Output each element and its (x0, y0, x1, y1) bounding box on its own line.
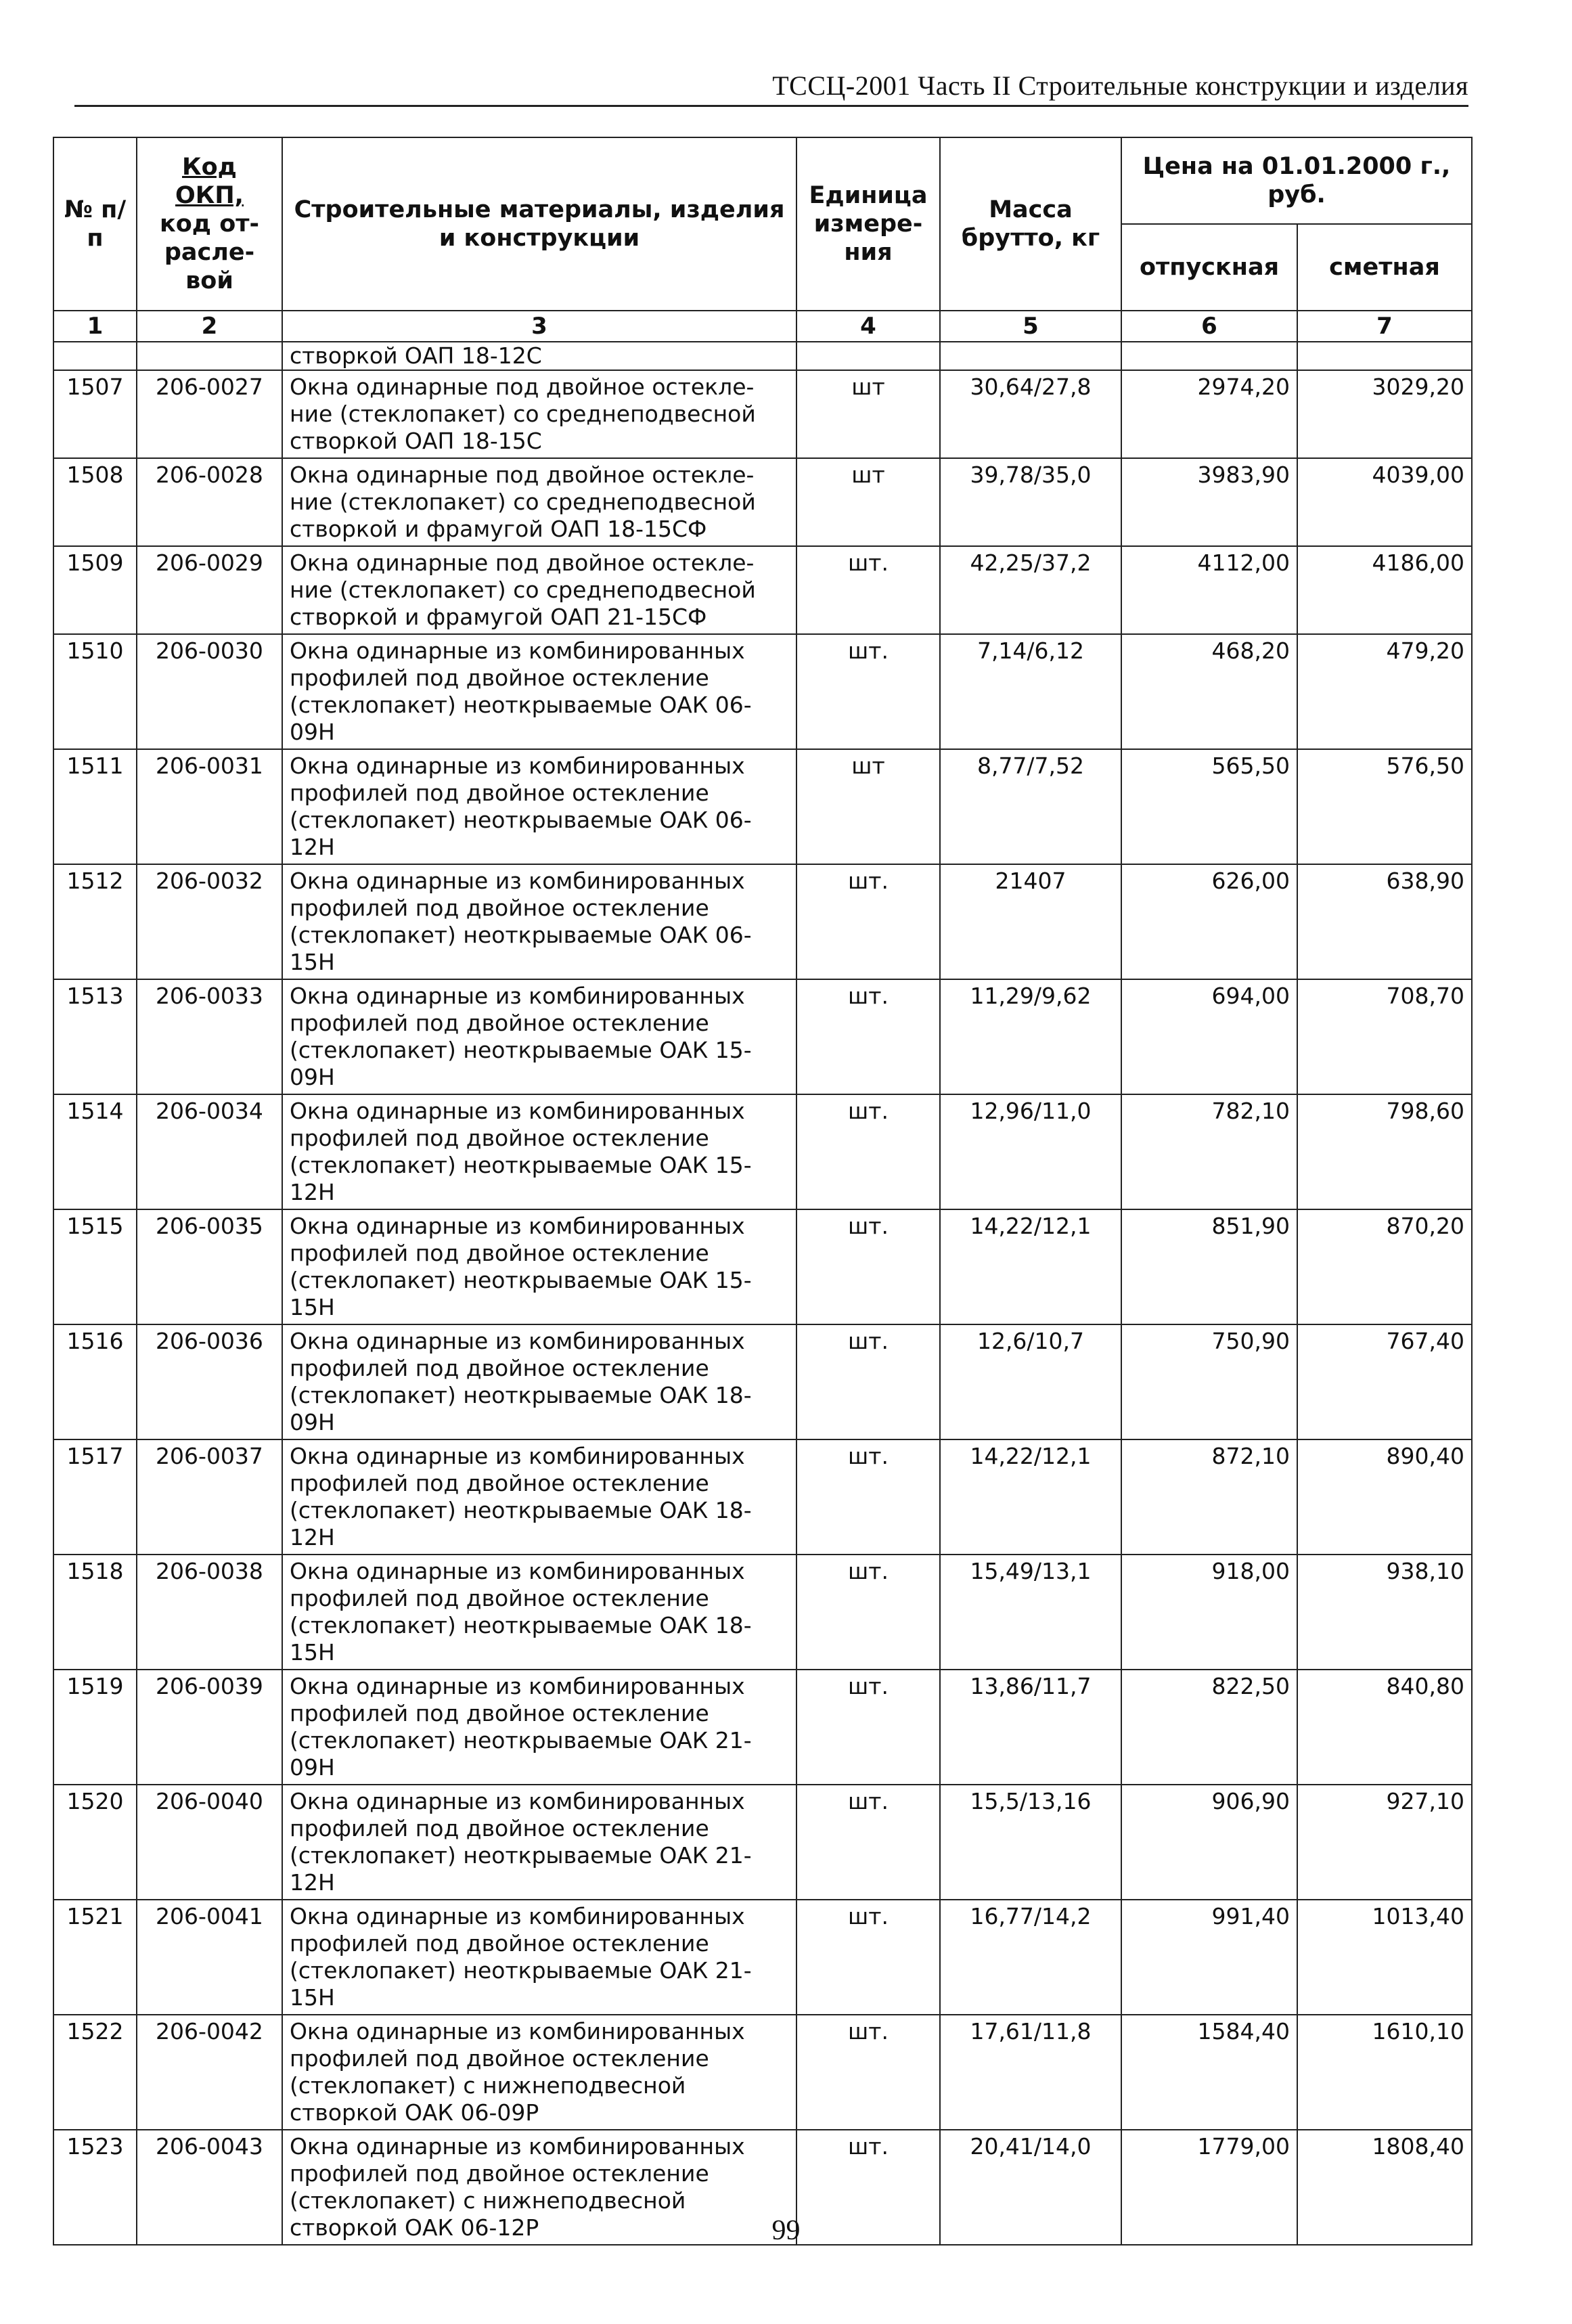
column-number: 1 (53, 311, 137, 342)
cell-num: 1516 (53, 1324, 137, 1439)
cell-price-release: 906,90 (1121, 1785, 1297, 1900)
cell-desc: Окна одинарные из комбинированных профилей под двойное остекление (стеклопакет) неоткрываемые ОАК 21-09Н (282, 1670, 796, 1785)
cell-mass: 14,22/12,1 (940, 1439, 1121, 1555)
cell-desc: Окна одинарные под двойное остекле-ние (стеклопакет) со среднеподвесной створкой и фрамугой ОАП 18-15СФ (282, 458, 796, 546)
table-row (53, 370, 1472, 458)
cell-code: 206-0034 (137, 1094, 282, 1209)
cell-code: 206-0033 (137, 979, 282, 1094)
cell-mass: 39,78/35,0 (940, 458, 1121, 546)
cell-code: 206-0040 (137, 1785, 282, 1900)
cell-price-estimate: 1808,40 (1297, 2130, 1472, 2245)
cell-unit: шт. (796, 2130, 940, 2245)
table-row (53, 1900, 1472, 2015)
cell-unit: шт. (796, 1439, 940, 1555)
cell-code: 206-0027 (137, 370, 282, 458)
cell-code: 206-0042 (137, 2015, 282, 2130)
cell-price-estimate: 638,90 (1297, 864, 1472, 979)
table-row (53, 2015, 1472, 2130)
cell-desc: Окна одинарные под двойное остекле-ние (стеклопакет) со среднеподвесной створкой ОАП 18-15С (282, 370, 796, 458)
cell-mass: 13,86/11,7 (940, 1670, 1121, 1785)
header-price-estimate: сметная (1297, 224, 1472, 311)
column-number: 5 (940, 311, 1121, 342)
cell-price-release: 750,90 (1121, 1324, 1297, 1439)
cell-code: 206-0037 (137, 1439, 282, 1555)
header-price-release: отпускная (1121, 224, 1297, 311)
table-row (53, 749, 1472, 864)
cell-price-release: 782,10 (1121, 1094, 1297, 1209)
cell-unit: шт. (796, 2015, 940, 2130)
column-number: 6 (1121, 311, 1297, 342)
cell-price-release: 565,50 (1121, 749, 1297, 864)
cell-num: 1514 (53, 1094, 137, 1209)
cell-code: 206-0032 (137, 864, 282, 979)
price-table (53, 137, 1473, 2245)
column-number: 3 (282, 311, 796, 342)
cell-price-estimate: 938,10 (1297, 1555, 1472, 1670)
cell-price-release: 851,90 (1121, 1209, 1297, 1324)
cell-price-release: 3983,90 (1121, 458, 1297, 546)
cell-desc: Окна одинарные из комбинированных профилей под двойное остекление (стеклопакет) с нижнеподвесной створкой ОАК 06-12Р (282, 2130, 796, 2245)
cell-code: 206-0043 (137, 2130, 282, 2245)
cell-code (137, 342, 282, 370)
header-code-top: Код ОКП, (175, 154, 244, 209)
cell-price-release: 1779,00 (1121, 2130, 1297, 2245)
table-row (53, 546, 1472, 634)
cell-num: 1512 (53, 864, 137, 979)
cell-price-estimate: 1013,40 (1297, 1900, 1472, 2015)
cell-mass (940, 342, 1121, 370)
cell-unit: шт. (796, 864, 940, 979)
cell-desc: створкой ОАП 18-12С (282, 342, 796, 370)
column-numbers-row (53, 311, 1472, 342)
header-num: № п/п (53, 137, 137, 311)
cell-price-estimate: 708,70 (1297, 979, 1472, 1094)
table-row (53, 1785, 1472, 1900)
cell-num: 1513 (53, 979, 137, 1094)
cell-num (53, 342, 137, 370)
cell-price-estimate: 840,80 (1297, 1670, 1472, 1785)
cell-price-release: 2974,20 (1121, 370, 1297, 458)
cell-desc: Окна одинарные из комбинированных профилей под двойное остекление (стеклопакет) неоткрываемые ОАК 18-09Н (282, 1324, 796, 1439)
cell-price-release: 991,40 (1121, 1900, 1297, 2015)
cell-mass: 8,77/7,52 (940, 749, 1121, 864)
header-price: Цена на 01.01.2000 г., руб. (1121, 137, 1472, 224)
cell-mass: 12,96/11,0 (940, 1094, 1121, 1209)
cell-price-estimate: 479,20 (1297, 634, 1472, 749)
table-row (53, 1209, 1472, 1324)
header-row-1 (53, 137, 1472, 224)
cell-price-estimate (1297, 342, 1472, 370)
cell-price-release: 872,10 (1121, 1439, 1297, 1555)
cell-mass: 30,64/27,8 (940, 370, 1121, 458)
cell-unit: шт. (796, 1900, 940, 2015)
table-row (53, 1670, 1472, 1785)
cell-num: 1515 (53, 1209, 137, 1324)
table-row (53, 634, 1472, 749)
cell-unit: шт. (796, 634, 940, 749)
cell-num: 1509 (53, 546, 137, 634)
cell-code: 206-0029 (137, 546, 282, 634)
column-number: 2 (137, 311, 282, 342)
cell-price-release: 626,00 (1121, 864, 1297, 979)
cell-unit: шт. (796, 1555, 940, 1670)
cell-price-release: 468,20 (1121, 634, 1297, 749)
cell-desc: Окна одинарные из комбинированных профилей под двойное остекление (стеклопакет) неоткрываемые ОАК 06-12Н (282, 749, 796, 864)
header-name: Строительные материалы, изделия и конструкции (282, 137, 796, 311)
cell-num: 1521 (53, 1900, 137, 2015)
cell-desc: Окна одинарные под двойное остекле-ние (стеклопакет) со среднеподвесной створкой и фрамугой ОАП 21-15СФ (282, 546, 796, 634)
cell-price-estimate: 3029,20 (1297, 370, 1472, 458)
cell-price-estimate: 870,20 (1297, 1209, 1472, 1324)
cell-unit: шт (796, 458, 940, 546)
cell-price-release: 822,50 (1121, 1670, 1297, 1785)
cell-code: 206-0039 (137, 1670, 282, 1785)
cell-unit: шт. (796, 979, 940, 1094)
cell-price-estimate: 1610,10 (1297, 2015, 1472, 2130)
column-number: 7 (1297, 311, 1472, 342)
table-row (53, 864, 1472, 979)
cell-num: 1523 (53, 2130, 137, 2245)
cell-mass: 42,25/37,2 (940, 546, 1121, 634)
cell-price-estimate: 767,40 (1297, 1324, 1472, 1439)
header-unit: Единица измере-ния (796, 137, 940, 311)
cell-code: 206-0031 (137, 749, 282, 864)
table-row (53, 458, 1472, 546)
cell-mass: 11,29/9,62 (940, 979, 1121, 1094)
table-row (53, 1555, 1472, 1670)
cell-num: 1522 (53, 2015, 137, 2130)
cell-mass: 21407 (940, 864, 1121, 979)
cell-mass: 15,49/13,1 (940, 1555, 1121, 1670)
cell-price-release: 694,00 (1121, 979, 1297, 1094)
cell-desc: Окна одинарные из комбинированных профилей под двойное остекление (стеклопакет) неоткрываемые ОАК 15-15Н (282, 1209, 796, 1324)
cell-code: 206-0038 (137, 1555, 282, 1670)
table-row (53, 1324, 1472, 1439)
table-row (53, 979, 1472, 1094)
cell-mass: 16,77/14,2 (940, 1900, 1121, 2015)
cell-unit: шт. (796, 546, 940, 634)
cell-mass: 12,6/10,7 (940, 1324, 1121, 1439)
cell-unit: шт. (796, 1785, 940, 1900)
cell-price-estimate: 798,60 (1297, 1094, 1472, 1209)
continuation-row (53, 342, 1472, 370)
cell-mass: 7,14/6,12 (940, 634, 1121, 749)
cell-code: 206-0030 (137, 634, 282, 749)
cell-price-estimate: 4039,00 (1297, 458, 1472, 546)
page-number: 99 (771, 2215, 801, 2246)
running-header: ТССЦ-2001 Часть II Строительные конструкции и изделия (772, 70, 1468, 101)
cell-desc: Окна одинарные из комбинированных профилей под двойное остекление (стеклопакет) неоткрываемые ОАК 21-15Н (282, 1900, 796, 2015)
header-code (137, 137, 282, 311)
table-body (53, 342, 1472, 2245)
cell-code: 206-0041 (137, 1900, 282, 2015)
table-row (53, 1439, 1472, 1555)
column-number: 4 (796, 311, 940, 342)
cell-desc: Окна одинарные из комбинированных профилей под двойное остекление (стеклопакет) неоткрываемые ОАК 15-09Н (282, 979, 796, 1094)
cell-unit: шт. (796, 1324, 940, 1439)
cell-unit: шт. (796, 1670, 940, 1785)
cell-desc: Окна одинарные из комбинированных профилей под двойное остекление (стеклопакет) неоткрываемые ОАК 21-12Н (282, 1785, 796, 1900)
cell-desc: Окна одинарные из комбинированных профилей под двойное остекление (стеклопакет) неоткрываемые ОАК 18-12Н (282, 1439, 796, 1555)
cell-unit (796, 342, 940, 370)
cell-num: 1507 (53, 370, 137, 458)
header-rule (74, 105, 1468, 107)
header-mass: Масса брутто, кг (940, 137, 1121, 311)
cell-desc: Окна одинарные из комбинированных профилей под двойное остекление (стеклопакет) неоткрываемые ОАК 18-15Н (282, 1555, 796, 1670)
cell-num: 1508 (53, 458, 137, 546)
cell-num: 1519 (53, 1670, 137, 1785)
cell-num: 1518 (53, 1555, 137, 1670)
table-row (53, 1094, 1472, 1209)
cell-price-release: 918,00 (1121, 1555, 1297, 1670)
cell-mass: 17,61/11,8 (940, 2015, 1121, 2130)
cell-code: 206-0035 (137, 1209, 282, 1324)
cell-desc: Окна одинарные из комбинированных профилей под двойное остекление (стеклопакет) неоткрываемые ОАК 06-15Н (282, 864, 796, 979)
cell-price-estimate: 576,50 (1297, 749, 1472, 864)
cell-num: 1511 (53, 749, 137, 864)
cell-mass: 14,22/12,1 (940, 1209, 1121, 1324)
cell-desc: Окна одинарные из комбинированных профилей под двойное остекление (стеклопакет) с нижнеподвесной створкой ОАК 06-09Р (282, 2015, 796, 2130)
cell-code: 206-0036 (137, 1324, 282, 1439)
cell-unit: шт (796, 370, 940, 458)
cell-mass: 15,5/13,16 (940, 1785, 1121, 1900)
cell-unit: шт. (796, 1094, 940, 1209)
cell-price-estimate: 890,40 (1297, 1439, 1472, 1555)
cell-num: 1510 (53, 634, 137, 749)
cell-price-release: 4112,00 (1121, 546, 1297, 634)
cell-mass: 20,41/14,0 (940, 2130, 1121, 2245)
cell-price-release (1121, 342, 1297, 370)
cell-unit: шт (796, 749, 940, 864)
cell-price-release: 1584,40 (1121, 2015, 1297, 2130)
cell-unit: шт. (796, 1209, 940, 1324)
header-code-rest: код от-расле-вой (159, 210, 260, 294)
cell-desc: Окна одинарные из комбинированных профилей под двойное остекление (стеклопакет) неоткрываемые ОАК 15-12Н (282, 1094, 796, 1209)
cell-desc: Окна одинарные из комбинированных профилей под двойное остекление (стеклопакет) неоткрываемые ОАК 06-09Н (282, 634, 796, 749)
cell-price-estimate: 4186,00 (1297, 546, 1472, 634)
cell-num: 1520 (53, 1785, 137, 1900)
cell-code: 206-0028 (137, 458, 282, 546)
cell-price-estimate: 927,10 (1297, 1785, 1472, 1900)
cell-num: 1517 (53, 1439, 137, 1555)
